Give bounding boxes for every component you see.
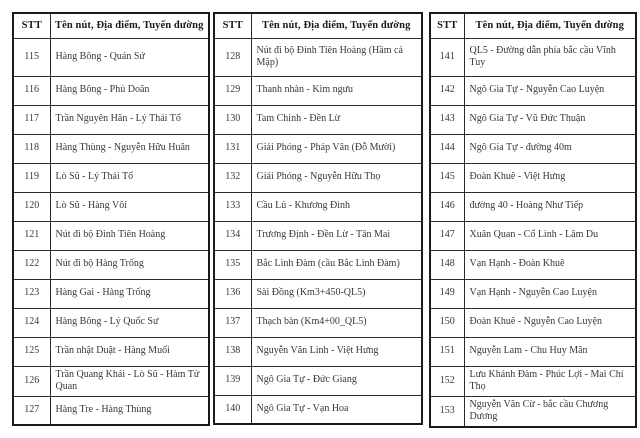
- stt-cell: 121: [13, 221, 50, 250]
- table-row: [214, 221, 422, 250]
- stt-cell: 148: [430, 250, 464, 279]
- table-row: [430, 134, 636, 163]
- table-body: [214, 38, 422, 424]
- header-row: [430, 13, 636, 38]
- table-header: [214, 13, 422, 38]
- stt-cell: 122: [13, 250, 50, 279]
- junction-name-cell: Xuân Quan - Cổ Linh - Lâm Du: [464, 221, 636, 250]
- table-row: [13, 134, 209, 163]
- stt-column-header: STT: [430, 13, 464, 38]
- junction-name-cell: Lò Sũ - Lý Thái Tổ: [50, 163, 209, 192]
- table-row: [214, 163, 422, 192]
- junction-name-cell: Nguyễn Lam - Chu Huy Mân: [464, 337, 636, 366]
- table-row: [214, 134, 422, 163]
- junction-name-cell: Hàng Thùng - Nguyễn Hữu Huân: [50, 134, 209, 163]
- junction-name-cell: Tam Chinh - Đền Lừ: [251, 105, 422, 134]
- table-row: [214, 279, 422, 308]
- junction-name-cell: Lưu Khánh Đàm - Phúc Lợi - Mai Chí Thọ: [464, 366, 636, 396]
- table-row: [13, 337, 209, 366]
- stt-cell: 128: [214, 38, 251, 76]
- table-row: [13, 221, 209, 250]
- junction-name-cell: Thạch bàn (Km4+00_QL5): [251, 308, 422, 337]
- junction-name-cell: Nguyễn Văn Cừ - bắc cầu Chương Dương: [464, 396, 636, 427]
- table-row: [214, 38, 422, 76]
- table-row: [13, 192, 209, 221]
- junction-name-cell: Ngô Gia Tự - Vạn Hoa: [251, 395, 422, 424]
- table-row: [13, 308, 209, 337]
- junction-name-cell: đường 40 - Hoàng Như Tiếp: [464, 192, 636, 221]
- stt-cell: 134: [214, 221, 251, 250]
- stt-cell: 152: [430, 366, 464, 396]
- stt-cell: 132: [214, 163, 251, 192]
- stt-cell: 126: [13, 366, 50, 396]
- table-row: [13, 163, 209, 192]
- table-row: [430, 221, 636, 250]
- table-row: [430, 192, 636, 221]
- stt-cell: 142: [430, 76, 464, 105]
- table-row: [430, 366, 636, 396]
- header-row: [214, 13, 422, 38]
- table-row: [13, 396, 209, 425]
- table-row: [214, 308, 422, 337]
- junction-name-cell: Vạn Hạnh - Nguyễn Cao Luyện: [464, 279, 636, 308]
- junction-name-cell: Trần nhật Duật - Hàng Muối: [50, 337, 209, 366]
- junction-name-cell: Vạn Hạnh - Đoàn Khuê: [464, 250, 636, 279]
- stt-cell: 123: [13, 279, 50, 308]
- stt-cell: 130: [214, 105, 251, 134]
- junction-name-cell: Ngô Gia Tự - Nguyễn Cao Luyện: [464, 76, 636, 105]
- stt-cell: 137: [214, 308, 251, 337]
- junction-name-cell: Hàng Bông - Lý Quốc Sư: [50, 308, 209, 337]
- stt-cell: 135: [214, 250, 251, 279]
- junction-table-3: [429, 12, 637, 428]
- table-header: [430, 13, 636, 38]
- junction-name-cell: Ngô Gia Tự - Vũ Đức Thuận: [464, 105, 636, 134]
- table-row: [13, 366, 209, 396]
- junction-name-cell: Trương Định - Đền Lừ - Tân Mai: [251, 221, 422, 250]
- stt-cell: 115: [13, 38, 50, 76]
- table-row: [214, 76, 422, 105]
- name-column-header: Tên nút, Địa điểm, Tuyến đường: [50, 13, 209, 38]
- name-column-header: Tên nút, Địa điểm, Tuyến đường: [251, 13, 422, 38]
- junction-name-cell: Nút đi bộ Hàng Trống: [50, 250, 209, 279]
- junction-name-cell: Trần Quang Khải - Lò Sũ - Hàm Tử Quan: [50, 366, 209, 396]
- junction-name-cell: Bắc Linh Đàm (cầu Bắc Linh Đàm): [251, 250, 422, 279]
- stt-cell: 144: [430, 134, 464, 163]
- table-row: [430, 250, 636, 279]
- junction-name-cell: Ngô Gia Tự - Đức Giang: [251, 366, 422, 395]
- table-row: [13, 279, 209, 308]
- table-row: [214, 395, 422, 424]
- junction-name-cell: Nguyễn Văn Linh - Việt Hưng: [251, 337, 422, 366]
- table-row: [430, 279, 636, 308]
- stt-cell: 141: [430, 38, 464, 76]
- table-row: [13, 105, 209, 134]
- stt-column-header: STT: [13, 13, 50, 38]
- table-row: [214, 337, 422, 366]
- junction-table-1: [12, 12, 210, 426]
- stt-cell: 138: [214, 337, 251, 366]
- junction-name-cell: Hàng Bông - Quán Sứ: [50, 38, 209, 76]
- stt-cell: 150: [430, 308, 464, 337]
- stt-cell: 120: [13, 192, 50, 221]
- stt-cell: 118: [13, 134, 50, 163]
- stt-cell: 125: [13, 337, 50, 366]
- table-row: [214, 366, 422, 395]
- stt-cell: 129: [214, 76, 251, 105]
- junction-name-cell: Hàng Gai - Hàng Trống: [50, 279, 209, 308]
- junction-name-cell: Hàng Tre - Hàng Thùng: [50, 396, 209, 425]
- table-header: [13, 13, 209, 38]
- stt-column-header: STT: [214, 13, 251, 38]
- junction-name-cell: Ngô Gia Tự - đường 40m: [464, 134, 636, 163]
- junction-name-cell: Giải Phóng - Pháp Vân (Đỗ Mười): [251, 134, 422, 163]
- junction-name-cell: Trần Nguyên Hãn - Lý Thái Tổ: [50, 105, 209, 134]
- name-column-header: Tên nút, Địa điểm, Tuyến đường: [464, 13, 636, 38]
- junction-name-cell: Đoàn Khuê - Việt Hưng: [464, 163, 636, 192]
- table-row: [13, 38, 209, 76]
- stt-cell: 149: [430, 279, 464, 308]
- stt-cell: 117: [13, 105, 50, 134]
- stt-cell: 127: [13, 396, 50, 425]
- stt-cell: 133: [214, 192, 251, 221]
- stt-cell: 124: [13, 308, 50, 337]
- junction-table-2: [213, 12, 423, 425]
- junction-name-cell: Sài Đồng (Km3+450-QL5): [251, 279, 422, 308]
- stt-cell: 131: [214, 134, 251, 163]
- stt-cell: 140: [214, 395, 251, 424]
- junction-name-cell: Cầu Lủ - Khương Đình: [251, 192, 422, 221]
- stt-cell: 139: [214, 366, 251, 395]
- table-body: [13, 38, 209, 425]
- table-row: [430, 105, 636, 134]
- junction-name-cell: Đoàn Khuê - Nguyễn Cao Luyện: [464, 308, 636, 337]
- stt-cell: 119: [13, 163, 50, 192]
- table-row: [430, 38, 636, 76]
- table-row: [13, 250, 209, 279]
- table-row: [430, 163, 636, 192]
- junction-name-cell: Hàng Bông - Phủ Doãn: [50, 76, 209, 105]
- stt-cell: 153: [430, 396, 464, 427]
- junction-name-cell: Giải Phóng - Nguyễn Hữu Thọ: [251, 163, 422, 192]
- junction-name-cell: Nút đi bộ Đinh Tiên Hoàng (Hầm cá Mập): [251, 38, 422, 76]
- stt-cell: 146: [430, 192, 464, 221]
- junction-name-cell: Lò Sũ - Hàng Vôi: [50, 192, 209, 221]
- stt-cell: 151: [430, 337, 464, 366]
- junction-name-cell: QL5 - Đường dẫn phía bắc cầu Vĩnh Tuy: [464, 38, 636, 76]
- stt-cell: 147: [430, 221, 464, 250]
- table-row: [430, 76, 636, 105]
- table-row: [214, 250, 422, 279]
- table-row: [214, 105, 422, 134]
- table-row: [430, 337, 636, 366]
- stt-cell: 136: [214, 279, 251, 308]
- stt-cell: 116: [13, 76, 50, 105]
- table-row: [430, 308, 636, 337]
- table-body: [430, 38, 636, 427]
- junction-tables: [12, 12, 640, 428]
- junction-name-cell: Nút đi bộ Đinh Tiên Hoàng: [50, 221, 209, 250]
- junction-name-cell: Thanh nhàn - Kim ngưu: [251, 76, 422, 105]
- table-row: [13, 76, 209, 105]
- table-row: [214, 192, 422, 221]
- table-row: [430, 396, 636, 427]
- stt-cell: 145: [430, 163, 464, 192]
- stt-cell: 143: [430, 105, 464, 134]
- header-row: [13, 13, 209, 38]
